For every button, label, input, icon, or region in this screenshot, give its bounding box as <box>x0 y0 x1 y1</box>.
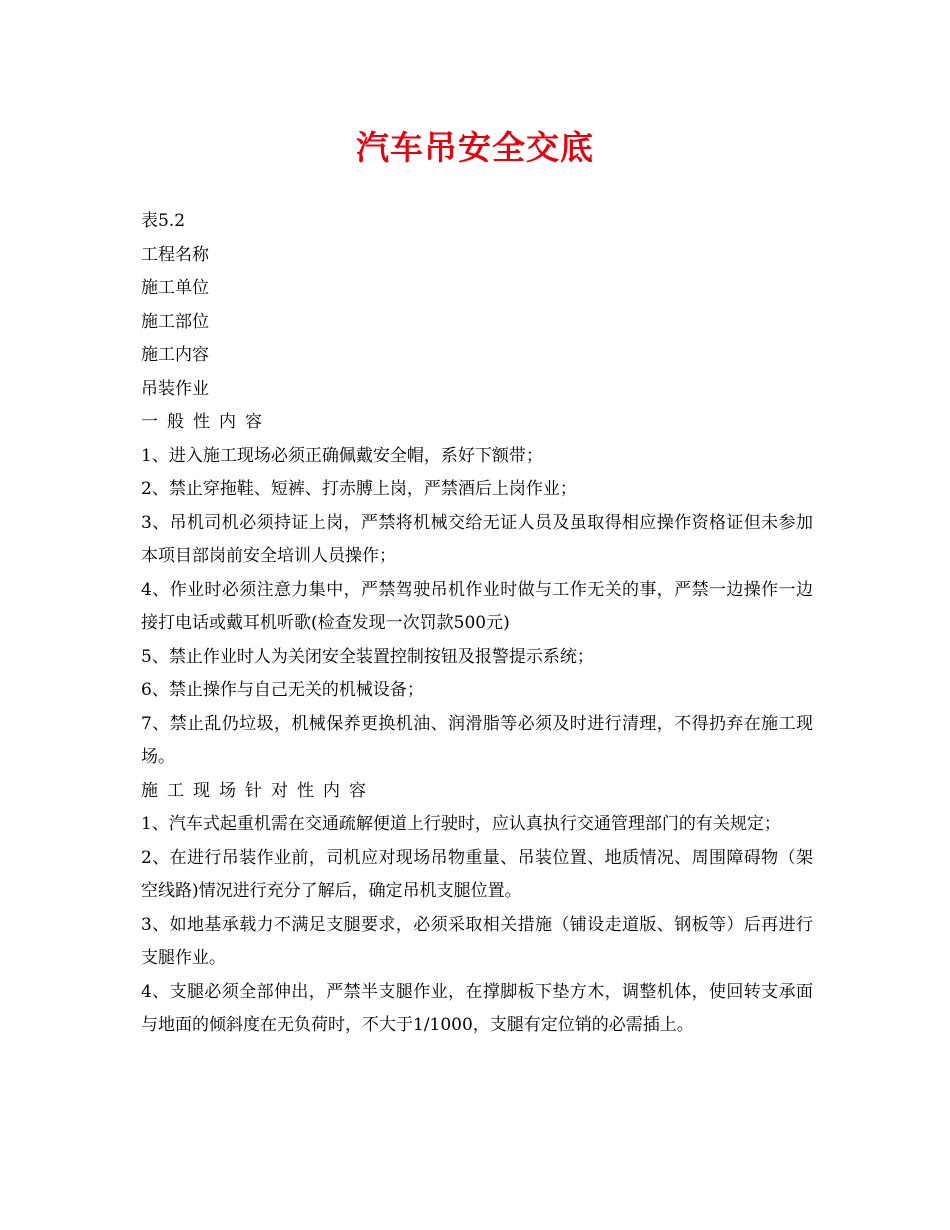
field-lifting-work: 吊装作业 <box>141 378 209 399</box>
field-construction-content: 施工内容 <box>141 345 209 365</box>
site-specific-heading: 施工现场针对性内容 <box>141 780 375 801</box>
general-item: 5、禁止作业时人为关闭安全装置控制按钮及报警提示系统； <box>141 646 594 667</box>
general-content-heading: 一般性内容 <box>141 412 271 432</box>
general-item: 7、禁止乱仍垃圾，机械保养更换机油、润滑脂等必须及时进行清理，不得扔弃在施工现场。 <box>141 713 813 767</box>
general-item: 6、禁止操作与自己无关的机械设备； <box>141 680 424 700</box>
field-construction-unit: 施工单位 <box>141 278 209 298</box>
general-item: 4、作业时必须注意力集中，严禁驾驶吊机作业时做与工作无关的事，严禁一边操作一边接打电话或戴耳机听歌(检查发现一次罚款500元) <box>141 579 813 633</box>
site-item: 4、支腿必须全部伸出，严禁半支腿作业，在撑脚板下垫方木，调整机体，使回转支承面与地面的倾斜度在无负荷时，不大于1/1000，支腿有定位销的必需插上。 <box>141 981 813 1035</box>
general-item: 2、禁止穿拖鞋、短裤、打赤膊上岗，严禁酒后上岗作业； <box>141 479 577 499</box>
general-item: 3、吊机司机必须持证上岗，严禁将机械交给无证人员及虽取得相应操作资格证但未参加本项目部岗前安全培训人员操作； <box>141 512 813 566</box>
site-item: 2、在进行吊装作业前，司机应对现场吊物重量、吊装位置、地质情况、周围障碍物（架空线路)情况进行充分了解后，确定吊机支腿位置。 <box>141 847 813 901</box>
site-item: 1、汽车式起重机需在交通疏解便道上行驶时，应认真执行交通管理部门的有关规定； <box>141 814 781 834</box>
general-item: 1、进入施工现场必须正确佩戴安全帽，系好下额带； <box>141 445 543 466</box>
document-title: 汽车吊安全交底 <box>356 128 594 167</box>
document-body <box>141 205 813 1043</box>
field-project-name: 工程名称 <box>141 244 209 265</box>
table-number: 表5.2 <box>141 211 186 231</box>
site-item: 3、如地基承载力不满足支腿要求，必须采取相关措施（铺设走道版、钢板等）后再进行支腿作业。 <box>141 914 813 968</box>
field-construction-part: 施工部位 <box>141 311 209 332</box>
